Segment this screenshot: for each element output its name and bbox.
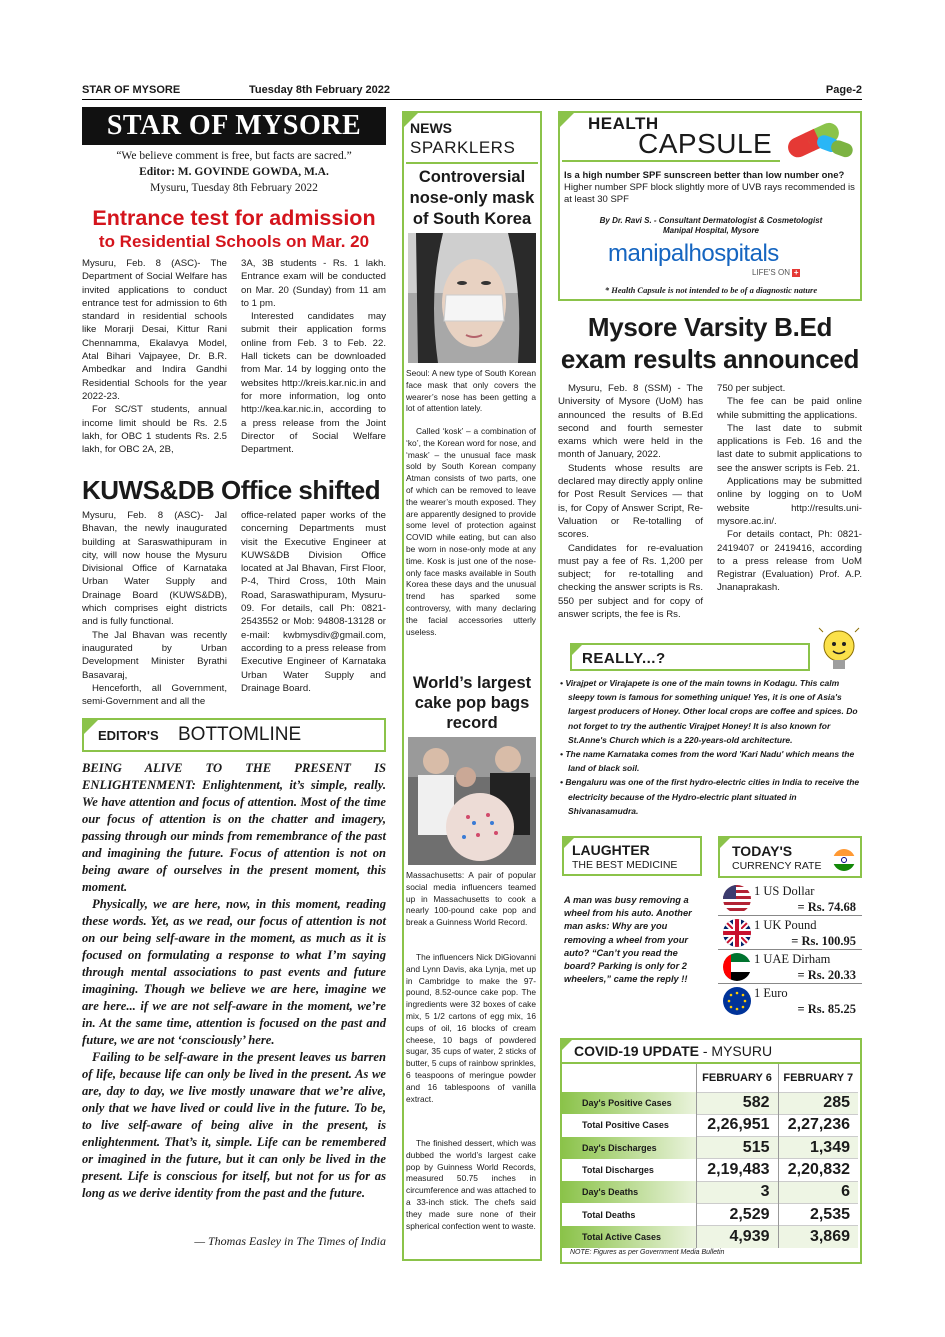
health-answer: Higher number SPF block slightly more of UVB rays recommended is at least 30 SPF [564, 182, 855, 205]
manipal-logo: manipalhospitals [608, 240, 779, 267]
masthead-title: STAR OF MYSORE [82, 107, 386, 145]
header-paper: STAR OF MYSORE [82, 84, 181, 96]
currency-row [718, 950, 862, 984]
covid-value-feb7: 1,349 [778, 1137, 858, 1159]
editorial-credit: — Thomas Easley in The Times of India [194, 1234, 386, 1248]
health-note: * Health Capsule is not intended to be of a diagnostic nature [604, 285, 818, 295]
cakepop-headline: World’s largest cake pop bags record [412, 674, 532, 732]
covid-value-feb7: 6 [778, 1181, 858, 1203]
editorial-body [82, 760, 386, 1202]
cakepop-body2: The finished dessert, which was dubbed the world’s largest cake pop by Guinness World Records, measured 50.75 inches in circumference and was attached to a 33-inch stick. The chefs said they made sure none of their spherical confection went to waste. [406, 1138, 536, 1231]
really-item-text: Bengaluru was one of the first hydro-electric cities in India to receive the electricity because of the Hydro-electric plant situated in Shivanasamudra. [565, 777, 860, 816]
really-item: • Bengaluru was one of the first hydro-electric cities in India to receive the electricity because of the Hydro-electric plant situated in Shivanasamudra. [560, 777, 860, 816]
entrance-p1: Mysuru, Feb. 8 (ASC)- The Department of Social Welfare has invited applications to conduct entrance test for admission to 6th standard in residential schools like Morarji Desai, Kittur Rani Chennamma, Ekalavya Model, Atal Bihari Vajpayee, Dr. B.R. Ambedkar and Indira Gandhi Residential Schools for the year 2022-23. [82, 258, 227, 402]
covid-value-feb7: 2,27,236 [778, 1114, 858, 1136]
covid-value-feb7: 2,535 [778, 1203, 858, 1225]
health-qa [564, 170, 858, 206]
bulb-icon [818, 626, 860, 674]
really-item-text: The name Karnataka comes from the word 'Kari Nadu' which means the land of black soil. [565, 749, 855, 774]
editorial-tab-light: BOTTOMLINE [178, 724, 302, 745]
currency-row [718, 984, 862, 1018]
currency-value: = Rs. 85.25 [797, 1002, 856, 1016]
covid-value-feb6: 515 [696, 1137, 778, 1159]
manipal-tag: LIFE'S ON [752, 268, 790, 277]
kuws-col2 [241, 509, 386, 695]
kuws-headline: KUWS&DB Office shifted [82, 475, 381, 505]
mask-caption: Seoul: A new type of South Korean face mask that only covers the wearer’s nose has been getting a lot of attention lately. [406, 368, 536, 414]
page-header [82, 84, 862, 100]
bed-p4: 750 per subject. [717, 383, 786, 394]
covid-row [562, 1092, 858, 1114]
news-divider [406, 162, 538, 164]
bed-p8: For details contact, Ph: 0821-2419407 or 2419416, according to a press release from UoM Registrar (Evaluation) Prof. A.P. Jnanaprakash. [717, 529, 862, 594]
currency-row [718, 882, 862, 916]
masthead-motto: “We believe comment is free, but facts are sacred.” [116, 150, 352, 162]
covid-header-row [562, 1064, 858, 1092]
covid-row [562, 1159, 858, 1181]
currency-row [718, 916, 862, 950]
covid-row [562, 1226, 858, 1248]
kuws-col1 [82, 509, 227, 708]
masthead-dateline: Mysuru, Tuesday 8th February 2022 [150, 182, 318, 194]
really-list [560, 676, 862, 818]
masthead-info [82, 148, 386, 196]
covid-title-bold: COVID-19 UPDATE [574, 1043, 699, 1059]
bed-headline: Mysore Varsity B.Ed exam results announced [560, 312, 860, 374]
covid-label: Total Deaths [562, 1203, 696, 1225]
entrance-headline [82, 206, 386, 253]
covid-value-feb7: 2,20,832 [778, 1159, 858, 1181]
covid-label: Total Active Cases [562, 1226, 696, 1248]
mask-body: Called ‘kosk’ – a combination of ‘ko’, the Korean word for nose, and ‘mask’ – the unusual face mask sold by South Korean company Atman consists of two parts, one of which can be removed to leave the wearer’s mouth exposed. They are apparently designed to provide some level of protection against COVID while eating, but can also be worn in nose-only mode at any time. Kosk is just one of the nose-only face masks available in South Korea these days and the unusual trend has sparked some controversy, with many declaring the facial accessories utterly useless. [406, 426, 536, 637]
health-question: Is a high number SPF sunscreen better than low number one? [564, 170, 845, 181]
capsule-icon [778, 112, 860, 164]
laughter-tab1: LAUGHTER [572, 842, 650, 858]
eu-flag-icon [722, 986, 752, 1016]
currency-tab1: TODAY'S [732, 843, 793, 859]
covid-title [574, 1043, 772, 1059]
bed-p1: Mysuru, Feb. 8 (SSM) - The University of Mysore (UoM) has announced the results of B.Ed second and fourth semester exams which were held in the month of January, 2022. [558, 383, 703, 461]
currency-value: = Rs. 20.33 [797, 968, 856, 982]
editorial-p2: Physically, we are here, now, in this moment, reading these words. Yet, as we read, our focus of attention is not on our being self-aware in the moment, as much as it is focused on formulating a response to what I’m saying through mental associations to past events and future imagining. Though we believe we are here, imagine we are here... if we are not self-aware in the moment, we’re in. At the same time, attention is focused on the past and future, we are not ‘consciously’ here. [82, 897, 386, 1047]
health-divider [562, 160, 780, 162]
laughter-tab2: THE BEST MEDICINE [572, 859, 678, 871]
currency-list [718, 882, 862, 1018]
cakepop-body1: The influencers Nick DiGiovanni and Lynn Davis, aka Lynja, met up in Cambridge to make the 97-pound, 8.52-ounce cake pop. The ingredients were 32 boxes of cake mix, 5 1/2 cartons of egg mix, 16 cups of oil, 16 blocks of cream cheese, 10 bags of powdered sugar, 35 cups of water, 2 sticks of butter, 5 cups of rainbow sprinkles, 6 teaspoons of meringue powder and 16 tablespoons of vanilla extract. [406, 952, 536, 1104]
header-page: Page-2 [825, 84, 862, 96]
covid-label: Day's Discharges [562, 1137, 696, 1159]
health-byline [564, 216, 858, 236]
bed-p2: Students whose results are declared may directly apply online for Post Result Services — that is, for Copy of Answer Script, Re-Valuation or Re-totalling of scores. [558, 462, 703, 541]
currency-corner [718, 836, 732, 850]
entrance-p3: 3A, 3B students - Rs. 1 lakh. Entrance exam will be conducted on Mar. 20 (Sunday) from 11 am to 1 pm. [241, 258, 386, 309]
really-tab [570, 643, 810, 671]
currency-name: 1 US Dollar [754, 884, 815, 898]
currency-name: 1 UK Pound [754, 918, 817, 932]
news-tab1: NEWS [410, 120, 452, 136]
bed-col2 [717, 382, 862, 595]
covid-label: Day's Deaths [562, 1181, 696, 1203]
cakepop-caption: Massachusetts: A pair of popular social media influencers teamed up in Massachusetts to cook a nearly 100-pound cake pop and break a Guinness World Record. [406, 870, 536, 928]
currency-name: 1 UAE Dirham [754, 952, 831, 966]
masthead-editor: Editor: M. GOVINDE GOWDA, M.A. [139, 166, 329, 178]
covid-blank-cell [562, 1064, 696, 1092]
covid-label: Day's Positive Cases [562, 1092, 696, 1114]
health-hosp: Manipal Hospital, Mysore [662, 226, 760, 235]
really-item: • Virajpet or Virajapete is one of the main towns in Kodagu. This calm sleepy town is famous for something unique! Yes, it is one of Asia's largest producers of Honey. Other local crops are coffee and spices. Do not forget to try the authentic Virajpet Honey! It is also known for St.Anne's Church which is a 220-years-old architecture. [560, 678, 858, 745]
india-flag-icon [832, 848, 856, 872]
really-item: • The name Karnataka comes from the word 'Kari Nadu' which means the land of black soil. [560, 749, 855, 774]
covid-table [562, 1064, 858, 1248]
kuws-p4: office-related paper works of the concerning Departments must visit the Executive Engineer at KUWS&DB Division Office located at Jal Bhavan, First Floor, P-4, Third Cross, 10th Main Road, Saraswathipuram, Mysuru-09. For details, call Ph: 0821-2543552 or Mob: 94808-13128 or e-mail: kwbmysdiv@gmail.com, according to a press release from Executive Engineer of Karnataka Urban Water Supply and Drainage Board. [241, 510, 386, 694]
covid-row [562, 1114, 858, 1136]
covid-row [562, 1203, 858, 1225]
covid-col2-head: FEBRUARY 7 [778, 1064, 858, 1092]
covid-label: Total Discharges [562, 1159, 696, 1181]
entrance-p2: For SC/ST students, annual income limit should be Rs. 2.5 lakh, for OBC 1 students Rs. 2.5 lakh, for OBC 2A, 2B, [82, 404, 227, 456]
health-by: By Dr. Ravi S. - Consultant Dermatologist & Cosmetologist [599, 216, 823, 225]
entrance-h1: Entrance test for admission [92, 206, 376, 230]
editorial-p1: BEING ALIVE TO THE PRESENT IS ENLIGHTENMENT: Enlightenment, it’s simple, really. We have attention and focus of attention. Most of the time our focus of attention is on the chatter and imagery, passing through our minds from remembrance of the past and imagining the future. Focus of attention is not on being aware of ourselves in the present moment, this moment. [82, 761, 386, 894]
covid-value-feb6: 2,529 [696, 1203, 778, 1225]
covid-value-feb6: 4,939 [696, 1226, 778, 1248]
currency-value: = Rs. 100.95 [791, 934, 856, 948]
bed-col1 [558, 382, 703, 621]
really-label: REALLY...? [582, 650, 666, 667]
entrance-h2: to Residential Schools on Mar. 20 [98, 232, 370, 251]
laughter-joke: A man was busy removing a wheel from his auto. Another man asks: Why are you removing a wheel from your auto? “Can’t you read the board? Parking is only for 2 wheelers,” came the reply !! [564, 895, 692, 985]
covid-value-feb6: 3 [696, 1181, 778, 1203]
us-flag-icon [722, 884, 752, 914]
currency-name: 1 Euro [754, 986, 788, 1000]
covid-note: NOTE: Figures as per Government Media Bulletin [570, 1249, 725, 1256]
bed-p5: The fee can be paid online while submitting the applications. [717, 396, 862, 421]
covid-value-feb6: 2,26,951 [696, 1114, 778, 1136]
currency-tab2: CURRENCY RATE [732, 860, 822, 872]
bed-p3: Candidates for re-evaluation must pay a fee of Rs. 1,200 per subject; for re-totalling and checking the answer scripts is Rs. 550 per subject and for copy of answer scripts, the fee is Rs. [558, 542, 703, 621]
editorial-tab [82, 718, 386, 752]
covid-title-light: - MYSURU [702, 1043, 773, 1059]
bed-p7: Applications may be submitted online by logging on to UoM website http://results.uni-mysore.ac.in/. [717, 476, 862, 527]
kuws-p2: The Jal Bhavan was recently inaugurated by Urban Development Minister Byrathi Basavaraj, [82, 629, 227, 681]
currency-tab [718, 836, 862, 878]
uk-flag-icon [722, 918, 752, 948]
covid-row [562, 1137, 858, 1159]
news-tab2: SPARKLERS [410, 138, 516, 157]
mask-photo [408, 233, 536, 363]
covid-value-feb7: 285 [778, 1092, 858, 1114]
editorial-p3: Failing to be self-aware in the present leaves us barren of life, because life can only be lived in the present. As we are, day to day, we live mostly unaware that we’re alive, only that we have lived or could live in the future. To be, to live self-aware of being alive in the present, is enlightenment. That’s it, simple. Life can be remembered or imagined in the future, but it can only be lived in the present. Life is conscious for itself, but not for us for as long as we derive identity from the past and the future. [82, 1050, 386, 1200]
covid-label: Total Positive Cases [562, 1114, 696, 1136]
laughter-tab [562, 836, 702, 876]
entrance-col2 [241, 257, 386, 456]
covid-col1-head: FEBRUARY 6 [696, 1064, 778, 1092]
header-date: Tuesday 8th February 2022 [249, 84, 391, 96]
really-item-text: Virajpet or Virajapete is one of the main towns in Kodagu. This calm sleepy town is famous for something unique! Yes, it is one of Asia's largest producers of Honey. Other local crops are coffee and spices. Do not forget to try the authentic Virajpet Honey! It is also known for St.Anne's Church which is a 220-years-old architecture. [565, 678, 858, 745]
kuws-p3: Henceforth, all Government, semi-Government and all the [82, 682, 227, 708]
covid-row [562, 1181, 858, 1203]
cakepop-photo [408, 737, 536, 865]
entrance-p4: Interested candidates may submit their application forms online from Feb. 3 to Feb. 22. Hall tickets can be downloaded from Mar. 14 by logging onto the websites http://kreis.kar.nic.in and for more information, log onto http://kea.kar.nic.in, according to a press release from the Joint Director of Social Welfare Department. [241, 311, 386, 456]
bed-p6: The last date to submit applications is Feb. 16 and the last date to submit applications to see the answer scripts is Feb. 21. [717, 422, 862, 474]
editorial-tab-bold: EDITOR'S [98, 728, 159, 743]
covid-value-feb6: 2,19,483 [696, 1159, 778, 1181]
kuws-p1: Mysuru, Feb. 8 (ASC)- Jal Bhavan, the newly inaugurated building at Saraswathipuram in city, will now house the Mysuru Divisional Office of Karnataka Urban Water Supply and Drainage Board (KUWS&DB), which comprises eight districts and is fully functional. [82, 510, 227, 628]
covid-value-feb6: 582 [696, 1092, 778, 1114]
mask-headline: Controversial nose-only mask of South Korea [409, 168, 535, 228]
uae-flag-icon [722, 952, 752, 982]
currency-value: = Rs. 74.68 [797, 900, 856, 914]
health-tab2: CAPSULE [638, 128, 773, 159]
manipal-tagline: LIFE'S ON + [752, 268, 799, 277]
entrance-col1 [82, 257, 227, 456]
health-tab1: HEALTH [588, 114, 659, 133]
covid-value-feb7: 3,869 [778, 1226, 858, 1248]
